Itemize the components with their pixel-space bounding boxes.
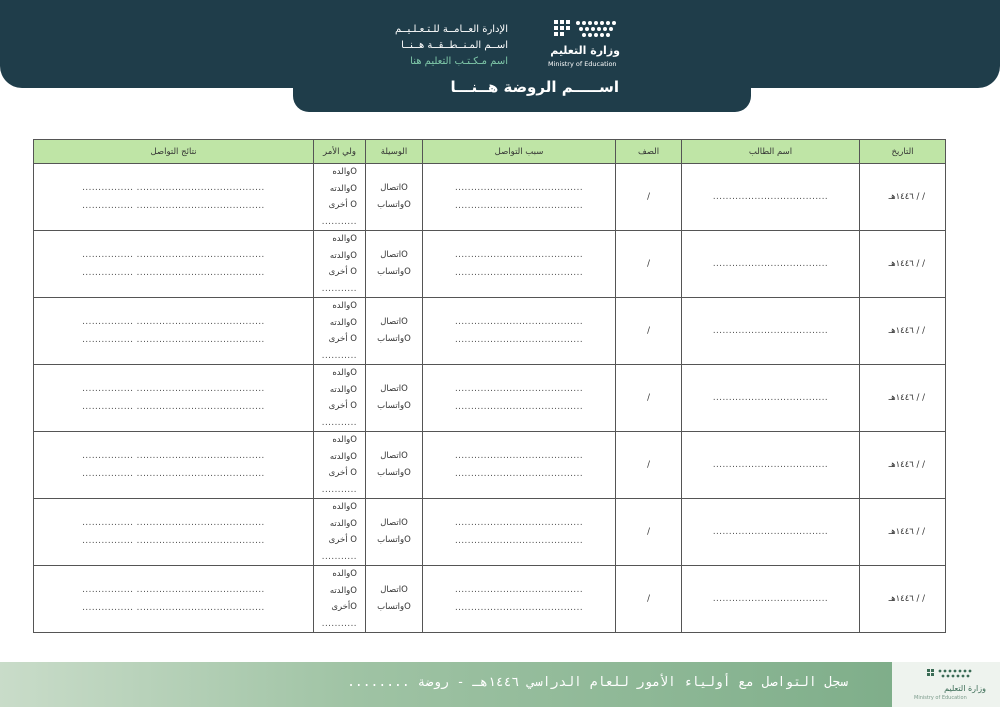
reason-line: ........................................	[454, 469, 584, 479]
grade-cell[interactable]	[616, 231, 682, 298]
other-option[interactable]: O أخرى	[328, 468, 357, 478]
date-value: / / ١٤٤٦هـ	[888, 594, 925, 604]
ministry-logo	[548, 16, 622, 72]
other-option[interactable]: O أخرى	[328, 267, 357, 277]
reason-line: ........................................	[454, 183, 584, 193]
means-cell	[366, 499, 423, 566]
region-name: اســم المـنــطــقــة هــنــا	[401, 40, 508, 51]
reason-cell[interactable]	[423, 365, 616, 432]
reason-cell[interactable]	[423, 298, 616, 365]
grade-cell[interactable]	[616, 365, 682, 432]
guardian-cell	[314, 298, 366, 365]
header-titles	[395, 22, 508, 70]
table-row	[34, 231, 946, 298]
whatsapp-option[interactable]: Oواتساب	[377, 468, 411, 478]
other-option[interactable]: O أخرى	[328, 200, 357, 210]
reason-line: ........................................	[454, 384, 584, 394]
reason-line: ........................................	[454, 603, 584, 613]
other-blank[interactable]: ...........	[321, 216, 357, 227]
student-name-blank: ....................................	[712, 192, 829, 202]
results-cell[interactable]	[34, 231, 314, 298]
whatsapp-option[interactable]: Oواتساب	[377, 602, 411, 612]
mother-option[interactable]: Oوالدته	[329, 317, 357, 328]
col-reason-header: سبب التواصل	[423, 140, 616, 164]
results-cell[interactable]	[34, 164, 314, 231]
table-row	[34, 365, 946, 432]
date-value: / / ١٤٤٦هـ	[888, 393, 925, 403]
call-option[interactable]: Oاتصال	[380, 518, 408, 528]
student-name-blank: ....................................	[712, 259, 829, 269]
means-cell	[366, 231, 423, 298]
footer-logo-ar: وزارة التعليم	[944, 684, 986, 693]
guardian-cell	[314, 231, 366, 298]
student-name-blank: ....................................	[712, 393, 829, 403]
reason-cell[interactable]	[423, 432, 616, 499]
results-line: ........................................ ................	[82, 317, 265, 327]
grade-value: /	[647, 527, 650, 537]
reason-line: ........................................	[454, 268, 584, 278]
col-student-header: اسم الطالب	[682, 140, 860, 164]
other-blank[interactable]: ...........	[321, 350, 357, 361]
call-option[interactable]: Oاتصال	[380, 183, 408, 193]
grade-value: /	[647, 594, 650, 604]
table-body	[34, 164, 946, 633]
other-option[interactable]: Oأخرى	[331, 602, 357, 612]
other-blank[interactable]: ...........	[321, 283, 357, 294]
father-option[interactable]: Oوالده	[332, 167, 357, 177]
results-line: ........................................ ................	[82, 183, 265, 193]
results-cell[interactable]	[34, 365, 314, 432]
mother-option[interactable]: Oوالدته	[329, 183, 357, 194]
results-line: ........................................ ................	[82, 268, 265, 278]
student-name-cell[interactable]	[682, 566, 860, 633]
col-results-header: نتائج التواصل	[34, 140, 314, 164]
means-cell	[366, 164, 423, 231]
guardian-cell	[314, 164, 366, 231]
father-option[interactable]: Oوالده	[332, 301, 357, 311]
reason-cell[interactable]	[423, 499, 616, 566]
ministry-logo-en: Ministry of Education	[548, 60, 617, 68]
other-option[interactable]: O أخرى	[328, 535, 357, 545]
date-cell[interactable]	[860, 499, 946, 566]
reason-line: ........................................	[454, 317, 584, 327]
results-cell[interactable]	[34, 499, 314, 566]
footer-logo-en: Ministry of Education	[914, 695, 967, 701]
other-blank[interactable]: ...........	[321, 618, 357, 629]
date-cell[interactable]	[860, 566, 946, 633]
results-cell[interactable]	[34, 432, 314, 499]
footer-logo-icon	[926, 668, 982, 682]
date-value: / / ١٤٤٦هـ	[888, 326, 925, 336]
grade-cell[interactable]	[616, 432, 682, 499]
results-cell[interactable]	[34, 566, 314, 633]
call-option[interactable]: Oاتصال	[380, 384, 408, 394]
other-option[interactable]: O أخرى	[328, 401, 357, 411]
results-line: ........................................ ................	[82, 585, 265, 595]
date-cell[interactable]	[860, 365, 946, 432]
table-header-row	[34, 140, 946, 164]
reason-cell[interactable]	[423, 566, 616, 633]
student-name-cell[interactable]	[682, 365, 860, 432]
results-line: ........................................ ................	[82, 384, 265, 394]
guardian-cell	[314, 432, 366, 499]
reason-cell[interactable]	[423, 231, 616, 298]
father-option[interactable]: Oوالده	[332, 234, 357, 244]
results-line: ........................................ ................	[82, 518, 265, 528]
date-cell[interactable]	[860, 231, 946, 298]
reason-line: ........................................	[454, 518, 584, 528]
grade-value: /	[647, 326, 650, 336]
other-option[interactable]: O أخرى	[328, 334, 357, 344]
student-name-blank: ....................................	[712, 527, 829, 537]
reason-line: ........................................	[454, 402, 584, 412]
results-cell[interactable]	[34, 298, 314, 365]
results-line: ........................................ ................	[82, 402, 265, 412]
father-option[interactable]: Oوالده	[332, 502, 357, 512]
means-cell	[366, 432, 423, 499]
col-guardian-header: ولي الأمر	[314, 140, 366, 164]
call-option[interactable]: Oاتصال	[380, 250, 408, 260]
results-line: ........................................ ................	[82, 201, 265, 211]
results-line: ........................................ ................	[82, 469, 265, 479]
student-name-cell[interactable]	[682, 164, 860, 231]
date-value: / / ١٤٤٦هـ	[888, 192, 925, 202]
reason-line: ........................................	[454, 201, 584, 211]
results-line: ........................................ ................	[82, 451, 265, 461]
reason-line: ........................................	[454, 250, 584, 260]
date-value: / / ١٤٤٦هـ	[888, 527, 925, 537]
table-row	[34, 566, 946, 633]
ministry-logo-icon	[552, 18, 622, 42]
student-name-blank: ....................................	[712, 326, 829, 336]
student-name-blank: ....................................	[712, 460, 829, 470]
mother-option[interactable]: Oوالدته	[329, 384, 357, 395]
student-name-blank: ....................................	[712, 594, 829, 604]
footer-ministry-logo	[912, 668, 992, 704]
father-option[interactable]: Oوالده	[332, 435, 357, 445]
call-option[interactable]: Oاتصال	[380, 585, 408, 595]
reason-line: ........................................	[454, 451, 584, 461]
col-means-header: الوسيلة	[366, 140, 423, 164]
whatsapp-option[interactable]: Oواتساب	[377, 334, 411, 344]
ministry-logo-ar: وزارة التعليم	[550, 44, 620, 57]
means-cell	[366, 298, 423, 365]
date-value: / / ١٤٤٦هـ	[888, 259, 925, 269]
reason-line: ........................................	[454, 536, 584, 546]
whatsapp-option[interactable]: Oواتساب	[377, 267, 411, 277]
father-option[interactable]: Oوالده	[332, 569, 357, 579]
student-name-cell[interactable]	[682, 298, 860, 365]
results-line: ........................................ ................	[82, 335, 265, 345]
table-row	[34, 298, 946, 365]
date-cell[interactable]	[860, 298, 946, 365]
guardian-cell	[314, 499, 366, 566]
student-name-cell[interactable]	[682, 231, 860, 298]
grade-value: /	[647, 393, 650, 403]
other-blank[interactable]: ...........	[321, 417, 357, 428]
kindergarten-name: اســـــم الروضة هــنـــا	[450, 78, 619, 96]
grade-cell[interactable]	[616, 298, 682, 365]
reason-cell[interactable]	[423, 164, 616, 231]
whatsapp-option[interactable]: Oواتساب	[377, 535, 411, 545]
grade-value: /	[647, 460, 650, 470]
grade-value: /	[647, 259, 650, 269]
grade-cell[interactable]	[616, 164, 682, 231]
student-name-cell[interactable]	[682, 499, 860, 566]
communication-log-table	[33, 139, 945, 632]
other-blank[interactable]: ...........	[321, 484, 357, 495]
mother-option[interactable]: Oوالدته	[329, 518, 357, 529]
results-line: ........................................ ................	[82, 536, 265, 546]
results-line: ........................................ ................	[82, 603, 265, 613]
date-cell[interactable]	[860, 164, 946, 231]
guardian-cell	[314, 566, 366, 633]
col-date-header: التاريخ	[860, 140, 946, 164]
general-directorate: الإدارة العــامــة للـتـعـلـيــم	[394, 24, 508, 35]
col-grade-header: الصف	[616, 140, 682, 164]
date-cell[interactable]	[860, 432, 946, 499]
results-line: ........................................ ................	[82, 250, 265, 260]
call-option[interactable]: Oاتصال	[380, 317, 408, 327]
call-option[interactable]: Oاتصال	[380, 451, 408, 461]
other-blank[interactable]: ...........	[321, 551, 357, 562]
mother-option[interactable]: Oوالدته	[329, 250, 357, 261]
means-cell	[366, 365, 423, 432]
table-row	[34, 499, 946, 566]
kindergarten-name-tab	[293, 68, 751, 112]
means-cell	[366, 566, 423, 633]
reason-line: ........................................	[454, 585, 584, 595]
date-value: / / ١٤٤٦هـ	[888, 460, 925, 470]
mother-option[interactable]: Oوالدته	[329, 585, 357, 596]
grade-value: /	[647, 192, 650, 202]
reason-line: ........................................	[454, 335, 584, 345]
grade-cell[interactable]	[616, 499, 682, 566]
mother-option[interactable]: Oوالدته	[329, 451, 357, 462]
grade-cell[interactable]	[616, 566, 682, 633]
table-row	[34, 164, 946, 231]
table-row	[34, 432, 946, 499]
whatsapp-option[interactable]: Oواتساب	[377, 401, 411, 411]
whatsapp-option[interactable]: Oواتساب	[377, 200, 411, 210]
student-name-cell[interactable]	[682, 432, 860, 499]
footer-title: سجل التواصل مع أولياء الأمور للعام الدراسي ١٤٤٦هـ - روضة ........	[347, 675, 848, 690]
guardian-cell	[314, 365, 366, 432]
education-office-name: اسم مـكـتـب التعليم هنا	[410, 56, 508, 67]
father-option[interactable]: Oوالده	[332, 368, 357, 378]
